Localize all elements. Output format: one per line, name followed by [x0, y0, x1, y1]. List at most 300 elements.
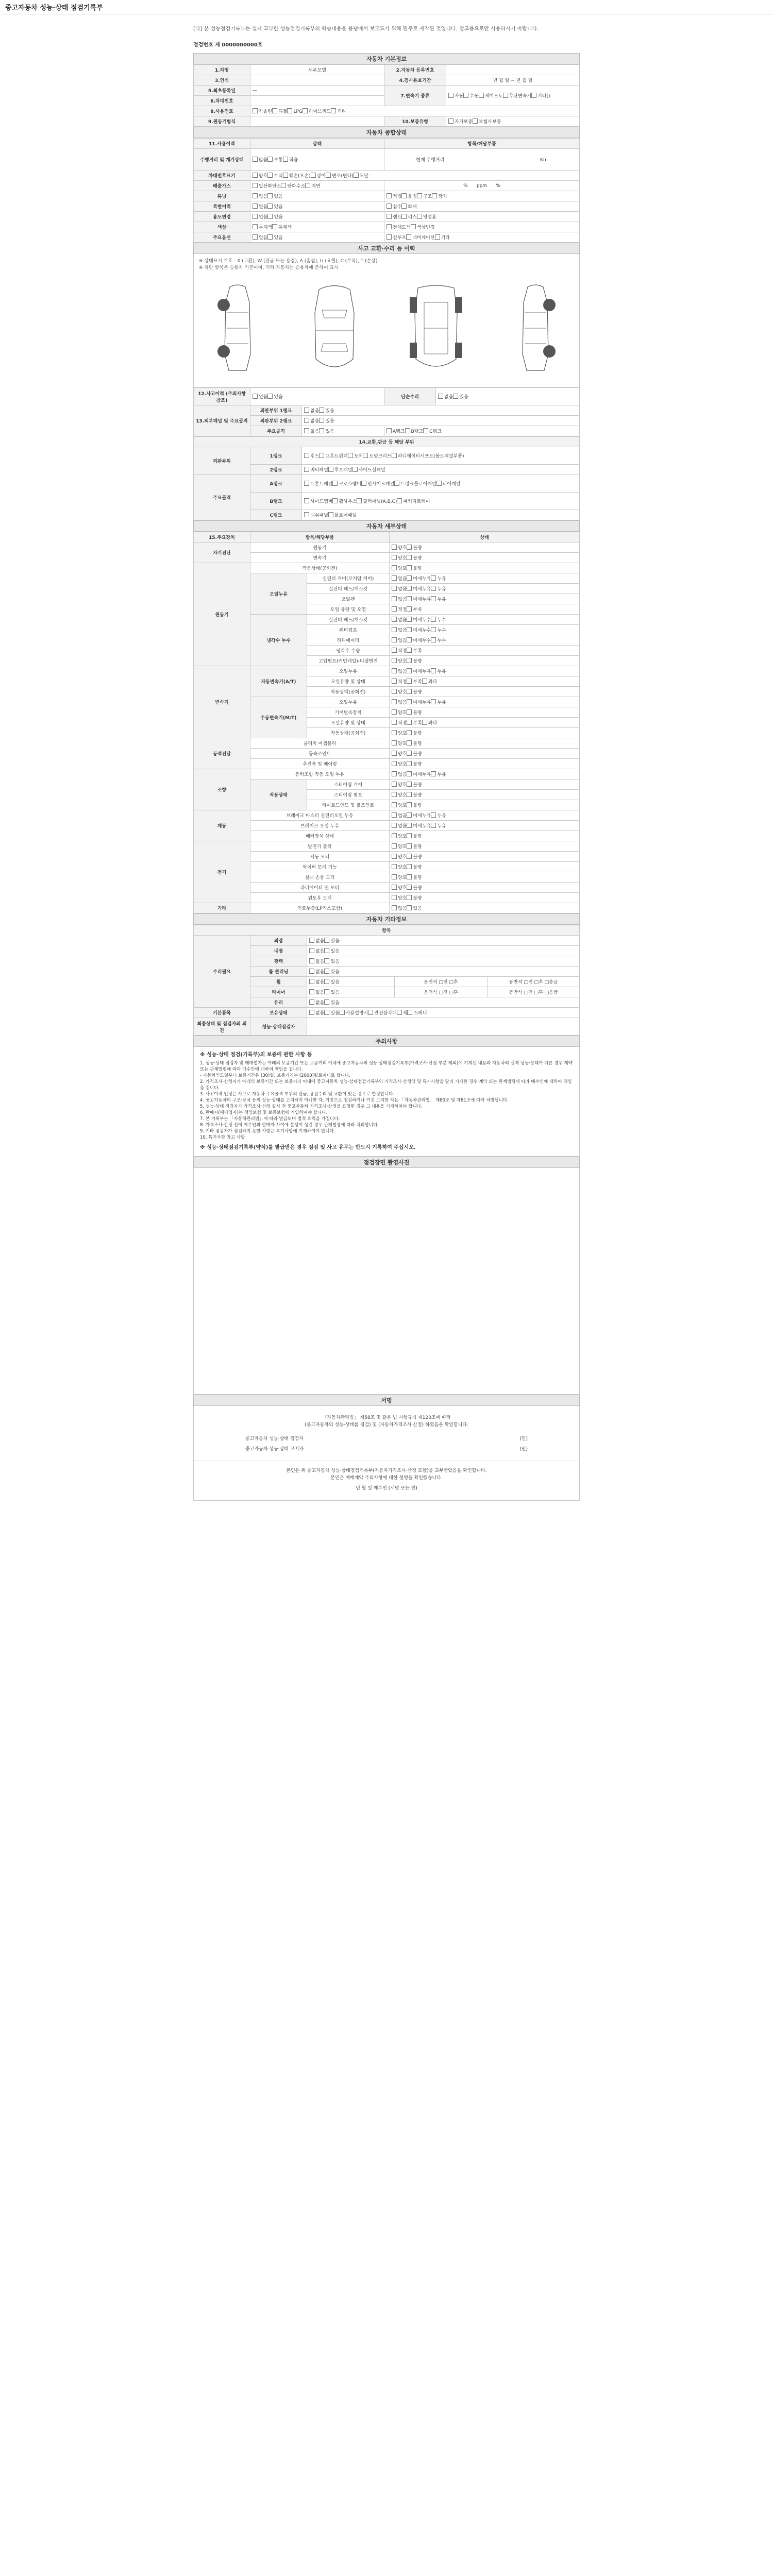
checkbox[interactable]: [401, 214, 407, 219]
checkbox[interactable]: [422, 720, 427, 725]
checkbox[interactable]: [411, 224, 416, 229]
checkbox[interactable]: [407, 895, 412, 900]
checkbox[interactable]: [304, 512, 309, 517]
checkbox[interactable]: [407, 812, 412, 818]
checkbox[interactable]: [432, 193, 437, 198]
checkbox[interactable]: [394, 481, 399, 486]
checkbox-option[interactable]: [304, 419, 319, 424]
checkbox[interactable]: [283, 173, 288, 178]
checkbox[interactable]: [407, 843, 412, 849]
checkbox-option[interactable]: [407, 793, 422, 798]
checkbox[interactable]: [253, 394, 258, 399]
checkbox-option[interactable]: [401, 205, 416, 210]
other-passenger-side[interactable]: 동반석 □전 □후 □응급: [488, 987, 580, 997]
checkbox-option[interactable]: [309, 1001, 324, 1006]
checkbox-option[interactable]: [328, 513, 357, 518]
checkbox[interactable]: [407, 751, 412, 756]
checkbox[interactable]: [326, 173, 331, 178]
checkbox-option[interactable]: [392, 824, 407, 829]
detail-state[interactable]: [390, 563, 580, 573]
checkbox[interactable]: [267, 173, 273, 178]
checkbox[interactable]: [328, 467, 333, 472]
checkbox[interactable]: [386, 204, 392, 209]
checkbox-option[interactable]: [431, 700, 446, 705]
checkbox[interactable]: [392, 812, 397, 818]
checkbox[interactable]: [401, 193, 407, 198]
checkbox[interactable]: [431, 699, 436, 704]
checkbox[interactable]: [392, 771, 397, 776]
checkbox-option[interactable]: [304, 482, 332, 487]
checkbox-option[interactable]: [453, 395, 468, 400]
checkbox[interactable]: [283, 157, 288, 162]
checkbox-option[interactable]: [397, 1011, 408, 1016]
checkbox[interactable]: [392, 802, 397, 807]
checkbox[interactable]: [407, 730, 412, 735]
checkbox[interactable]: [431, 771, 436, 776]
a-rank-options[interactable]: [302, 475, 580, 493]
checkbox[interactable]: [431, 586, 436, 591]
checkbox-option[interactable]: [324, 959, 339, 964]
checkbox[interactable]: [407, 658, 412, 663]
other-state[interactable]: [307, 936, 580, 946]
detail-state[interactable]: [390, 883, 580, 893]
checkbox-option[interactable]: [386, 429, 405, 434]
checkbox-option[interactable]: [324, 939, 339, 944]
checkbox[interactable]: [392, 885, 397, 890]
checkbox-option[interactable]: [392, 865, 407, 870]
checkbox[interactable]: [324, 938, 329, 943]
checkbox-option[interactable]: [311, 174, 326, 179]
checkbox[interactable]: [253, 204, 258, 209]
checkbox[interactable]: [386, 193, 392, 198]
checkbox-option[interactable]: [392, 752, 407, 757]
checkbox[interactable]: [407, 740, 412, 745]
checkbox[interactable]: [392, 658, 397, 663]
checkbox[interactable]: [407, 854, 412, 859]
checkbox[interactable]: [392, 555, 397, 560]
checkbox-option[interactable]: [267, 205, 282, 210]
checkbox[interactable]: [405, 428, 410, 433]
checkbox[interactable]: [407, 689, 412, 694]
other-state[interactable]: [307, 946, 580, 956]
checkbox[interactable]: [407, 802, 412, 807]
vin-mark-options[interactable]: [250, 171, 580, 181]
checkbox[interactable]: [431, 627, 436, 632]
checkbox-option[interactable]: [309, 939, 324, 944]
checkbox[interactable]: [267, 234, 273, 240]
detail-state[interactable]: [390, 810, 580, 821]
checkbox-option[interactable]: [392, 597, 407, 602]
checkbox[interactable]: [392, 617, 397, 622]
checkbox[interactable]: [392, 637, 397, 642]
checkbox[interactable]: [281, 183, 286, 188]
checkbox-option[interactable]: [361, 482, 394, 487]
checkbox-option[interactable]: [267, 174, 282, 179]
checkbox-option[interactable]: [392, 721, 407, 726]
checkbox-option[interactable]: [407, 731, 422, 736]
checkbox[interactable]: [267, 193, 273, 198]
detail-state[interactable]: [390, 800, 580, 810]
checkbox-option[interactable]: [305, 184, 320, 189]
checkbox[interactable]: [319, 418, 324, 423]
checkbox-option[interactable]: [407, 638, 431, 643]
checkbox-option[interactable]: [272, 109, 287, 114]
checkbox[interactable]: [392, 854, 397, 859]
checkbox[interactable]: [407, 637, 412, 642]
checkbox-option[interactable]: [283, 174, 311, 179]
purpose-options[interactable]: [250, 212, 384, 222]
checkbox-option[interactable]: [354, 174, 368, 179]
checkbox-option[interactable]: [324, 1001, 339, 1006]
checkbox-option[interactable]: [407, 546, 422, 551]
checkbox-option[interactable]: [287, 109, 302, 114]
checkbox-option[interactable]: [309, 1011, 324, 1016]
detail-state[interactable]: [390, 821, 580, 831]
checkbox-option[interactable]: [392, 607, 407, 613]
checkbox-option[interactable]: [392, 680, 407, 685]
checkbox-option[interactable]: [407, 690, 422, 695]
checkbox-option[interactable]: [392, 906, 407, 911]
checkbox-option[interactable]: [392, 669, 407, 674]
checkbox[interactable]: [407, 627, 412, 632]
checkbox-option[interactable]: [407, 577, 431, 582]
checkbox[interactable]: [431, 823, 436, 828]
checkbox[interactable]: [304, 408, 309, 413]
checkbox-option[interactable]: [386, 235, 406, 241]
other-state[interactable]: [307, 997, 580, 1008]
checkbox[interactable]: [422, 679, 427, 684]
checkbox[interactable]: [309, 958, 314, 963]
checkbox-option[interactable]: [406, 235, 434, 241]
checkbox[interactable]: [361, 481, 366, 486]
checkbox-option[interactable]: [407, 824, 431, 829]
checkbox[interactable]: [407, 679, 412, 684]
checkbox-option[interactable]: [407, 855, 422, 860]
checkbox-option[interactable]: [407, 741, 422, 747]
checkbox-option[interactable]: [309, 970, 324, 975]
checkbox[interactable]: [407, 596, 412, 601]
special-options[interactable]: [250, 201, 384, 212]
fuel-options[interactable]: [250, 106, 580, 116]
checkbox-option[interactable]: [332, 482, 361, 487]
checkbox-option[interactable]: [331, 109, 346, 114]
checkbox-option[interactable]: [319, 419, 334, 424]
checkbox-option[interactable]: [431, 669, 446, 674]
checkbox[interactable]: [328, 512, 333, 517]
detail-state[interactable]: [390, 553, 580, 563]
checkbox[interactable]: [253, 173, 258, 178]
checkbox-option[interactable]: [304, 499, 332, 504]
checkbox-option[interactable]: [253, 174, 267, 179]
detail-state[interactable]: [390, 707, 580, 718]
color-options[interactable]: [250, 222, 384, 232]
checkbox-option[interactable]: [463, 94, 478, 99]
checkbox-option[interactable]: [431, 577, 446, 582]
detail-state[interactable]: [390, 573, 580, 584]
checkbox[interactable]: [309, 999, 314, 1005]
checkbox[interactable]: [392, 895, 397, 900]
checkbox-option[interactable]: [405, 429, 424, 434]
detail-state[interactable]: [390, 790, 580, 800]
checkbox[interactable]: [392, 627, 397, 632]
checkbox[interactable]: [407, 668, 412, 673]
checkbox-option[interactable]: [431, 618, 446, 623]
checkbox-option[interactable]: [407, 803, 422, 808]
checkbox[interactable]: [287, 108, 292, 113]
checkbox-option[interactable]: [392, 783, 407, 788]
checkbox[interactable]: [311, 173, 316, 178]
other-state[interactable]: [307, 956, 580, 967]
checkbox-option[interactable]: [328, 468, 352, 473]
checkbox-option[interactable]: [392, 741, 407, 747]
detail-state[interactable]: [390, 738, 580, 749]
checkbox-option[interactable]: [392, 556, 407, 561]
checkbox[interactable]: [392, 751, 397, 756]
checkbox-option[interactable]: [407, 896, 422, 901]
checkbox-option[interactable]: [392, 844, 407, 850]
checkbox[interactable]: [253, 108, 258, 113]
detail-state[interactable]: [390, 831, 580, 841]
checkbox[interactable]: [407, 1010, 412, 1015]
checkbox-option[interactable]: [407, 814, 431, 819]
checkbox-option[interactable]: [392, 896, 407, 901]
photo-area[interactable]: [193, 1168, 580, 1395]
checkbox[interactable]: [331, 108, 336, 113]
purpose-sub-options[interactable]: [384, 212, 580, 222]
checkbox-option[interactable]: [401, 194, 416, 199]
repair-options[interactable]: [436, 388, 580, 405]
checkbox-option[interactable]: [394, 482, 436, 487]
checkbox[interactable]: [407, 761, 412, 766]
checkbox-option[interactable]: [283, 158, 298, 163]
checkbox-option[interactable]: [253, 184, 281, 189]
checkbox[interactable]: [392, 586, 397, 591]
checkbox[interactable]: [386, 224, 392, 229]
sign-row-notifier[interactable]: [214, 1444, 559, 1454]
checkbox-option[interactable]: [267, 235, 282, 241]
transmission-options[interactable]: [446, 86, 580, 106]
checkbox-option[interactable]: [304, 468, 328, 473]
checkbox-option[interactable]: [435, 235, 450, 241]
checkbox[interactable]: [407, 874, 412, 879]
checkbox-option[interactable]: [479, 94, 503, 99]
checkbox-option[interactable]: [392, 834, 407, 839]
r1-options[interactable]: [302, 447, 580, 465]
detail-state[interactable]: [390, 646, 580, 656]
checkbox[interactable]: [309, 969, 314, 974]
checkbox[interactable]: [348, 453, 353, 458]
detail-state[interactable]: [390, 697, 580, 707]
checkbox-option[interactable]: [473, 120, 501, 125]
detail-state[interactable]: [390, 728, 580, 738]
checkbox-option[interactable]: [272, 225, 292, 230]
checkbox[interactable]: [309, 979, 314, 984]
checkbox[interactable]: [253, 214, 258, 219]
checkbox[interactable]: [435, 234, 440, 240]
checkbox[interactable]: [392, 679, 397, 684]
checkbox[interactable]: [431, 617, 436, 622]
checkbox[interactable]: [319, 428, 324, 433]
checkbox-option[interactable]: [392, 587, 407, 592]
checkbox[interactable]: [407, 771, 412, 776]
checkbox[interactable]: [272, 224, 277, 229]
detail-state[interactable]: [390, 749, 580, 759]
checkbox-option[interactable]: [417, 194, 432, 199]
checkbox-option[interactable]: [253, 215, 267, 220]
checkbox[interactable]: [363, 453, 368, 458]
checkbox[interactable]: [479, 93, 484, 98]
checkbox-option[interactable]: [431, 587, 446, 592]
checkbox[interactable]: [392, 565, 397, 570]
checkbox[interactable]: [417, 214, 422, 219]
checkbox[interactable]: [407, 792, 412, 797]
checkbox[interactable]: [304, 481, 309, 486]
checkbox[interactable]: [357, 498, 362, 503]
checkbox[interactable]: [463, 93, 468, 98]
checkbox-option[interactable]: [431, 814, 446, 819]
checkbox-option[interactable]: [407, 772, 431, 777]
checkbox[interactable]: [407, 709, 412, 715]
checkbox[interactable]: [324, 969, 329, 974]
accident-options[interactable]: [250, 388, 384, 405]
checkbox[interactable]: [324, 979, 329, 984]
checkbox[interactable]: [392, 782, 397, 787]
checkbox-option[interactable]: [309, 949, 324, 954]
checkbox-option[interactable]: [423, 429, 442, 434]
checkbox[interactable]: [340, 1010, 345, 1015]
checkbox-option[interactable]: [407, 649, 422, 654]
checkbox[interactable]: [303, 108, 308, 113]
checkbox[interactable]: [392, 905, 397, 910]
detail-state[interactable]: [390, 779, 580, 790]
checkbox-option[interactable]: [392, 855, 407, 860]
checkbox-option[interactable]: [392, 793, 407, 798]
checkbox-option[interactable]: [326, 174, 354, 179]
checkbox[interactable]: [473, 118, 478, 124]
checkbox[interactable]: [431, 575, 436, 581]
checkbox-option[interactable]: [392, 566, 407, 571]
checkbox-option[interactable]: [304, 429, 319, 434]
checkbox-option[interactable]: [392, 546, 407, 551]
checkbox[interactable]: [431, 668, 436, 673]
emission-options[interactable]: [250, 181, 384, 191]
checkbox-option[interactable]: [392, 618, 407, 623]
checkbox[interactable]: [407, 586, 412, 591]
checkbox[interactable]: [304, 498, 309, 503]
frame-rank-options[interactable]: [384, 426, 580, 436]
checkbox-option[interactable]: [392, 454, 464, 459]
checkbox[interactable]: [253, 157, 258, 162]
checkbox-option[interactable]: [407, 1011, 427, 1016]
tuning-options[interactable]: [250, 191, 384, 201]
checkbox[interactable]: [438, 394, 443, 399]
checkbox[interactable]: [448, 118, 453, 124]
checkbox-option[interactable]: [304, 513, 328, 518]
checkbox-option[interactable]: [253, 225, 272, 230]
checkbox[interactable]: [386, 214, 392, 219]
checkbox-option[interactable]: [407, 710, 422, 716]
checkbox-option[interactable]: [253, 205, 267, 210]
b-rank-options[interactable]: [302, 493, 580, 510]
frame-options[interactable]: [302, 426, 384, 436]
checkbox-option[interactable]: [304, 454, 319, 459]
checkbox[interactable]: [386, 428, 392, 433]
checkbox-option[interactable]: [392, 814, 407, 819]
checkbox[interactable]: [272, 108, 277, 113]
checkbox-option[interactable]: [386, 194, 401, 199]
checkbox-option[interactable]: [417, 215, 436, 220]
checkbox-option[interactable]: [332, 499, 357, 504]
checkbox[interactable]: [407, 555, 412, 560]
checkbox-option[interactable]: [407, 659, 422, 664]
checkbox[interactable]: [453, 394, 458, 399]
checkbox-option[interactable]: [431, 824, 446, 829]
detail-state[interactable]: [390, 604, 580, 615]
checkbox[interactable]: [436, 481, 442, 486]
checkbox[interactable]: [332, 481, 338, 486]
checkbox-option[interactable]: [407, 618, 431, 623]
checkbox-option[interactable]: [392, 649, 407, 654]
checkbox[interactable]: [267, 157, 273, 162]
detail-state[interactable]: [390, 594, 580, 604]
detail-state[interactable]: [390, 687, 580, 697]
checkbox[interactable]: [309, 938, 314, 943]
checkbox[interactable]: [392, 833, 397, 838]
main-option-options[interactable]: [250, 232, 384, 243]
checkbox[interactable]: [309, 948, 314, 953]
checkbox-option[interactable]: [392, 577, 407, 582]
checkbox[interactable]: [324, 989, 329, 994]
checkbox[interactable]: [407, 823, 412, 828]
detail-state[interactable]: [390, 718, 580, 728]
checkbox-option[interactable]: [267, 194, 282, 199]
checkbox[interactable]: [397, 1010, 402, 1015]
checkbox-option[interactable]: [319, 429, 334, 434]
checkbox-option[interactable]: [407, 865, 422, 870]
checkbox-option[interactable]: [422, 680, 437, 685]
checkbox-option[interactable]: [253, 235, 267, 241]
checkbox[interactable]: [392, 668, 397, 673]
checkbox-option[interactable]: [432, 194, 447, 199]
checkbox-option[interactable]: [407, 566, 422, 571]
checkbox-option[interactable]: [392, 700, 407, 705]
checkbox[interactable]: [324, 948, 329, 953]
checkbox-option[interactable]: [392, 875, 407, 880]
detail-state[interactable]: [390, 615, 580, 625]
checkbox-option[interactable]: [407, 628, 431, 633]
checkbox-option[interactable]: [309, 990, 324, 995]
sign-date[interactable]: 년 월 일 매수인 (서명 또는 인): [356, 1486, 417, 1491]
sign-row-inspector[interactable]: [214, 1434, 559, 1444]
checkbox[interactable]: [407, 833, 412, 838]
checkbox-option[interactable]: [431, 638, 446, 643]
checkbox[interactable]: [503, 93, 508, 98]
checkbox-option[interactable]: [431, 772, 446, 777]
checkbox-option[interactable]: [386, 215, 401, 220]
checkbox[interactable]: [309, 989, 314, 994]
checkbox[interactable]: [407, 606, 412, 612]
checkbox-option[interactable]: [253, 395, 267, 400]
checkbox[interactable]: [324, 1010, 329, 1015]
checkbox[interactable]: [304, 453, 309, 458]
checkbox-option[interactable]: [309, 980, 324, 985]
checkbox-option[interactable]: [392, 803, 407, 808]
checkbox[interactable]: [392, 864, 397, 869]
checkbox[interactable]: [423, 428, 428, 433]
checkbox[interactable]: [253, 183, 258, 188]
detail-state[interactable]: [390, 893, 580, 903]
checkbox[interactable]: [401, 204, 407, 209]
